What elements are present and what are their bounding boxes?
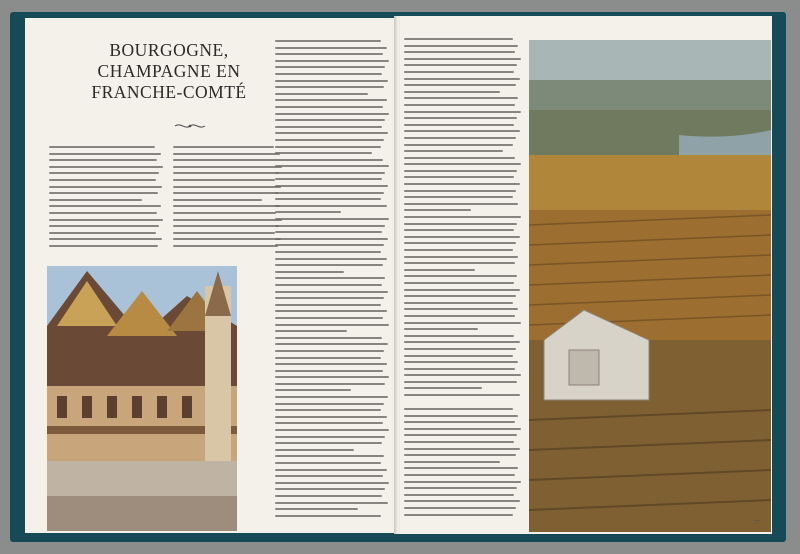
text-line xyxy=(275,304,381,306)
text-line xyxy=(275,211,341,213)
text-line xyxy=(173,212,276,214)
text-line xyxy=(404,170,517,172)
text-line xyxy=(49,225,159,227)
text-line xyxy=(275,251,381,253)
text-line xyxy=(275,337,382,339)
text-column-right-a xyxy=(404,38,522,403)
text-line xyxy=(275,119,385,121)
text-line xyxy=(49,219,163,221)
text-line xyxy=(275,370,383,372)
text-line xyxy=(275,264,383,266)
text-line xyxy=(275,126,382,128)
text-column-left-a xyxy=(49,146,164,258)
text-line xyxy=(49,192,158,194)
text-line xyxy=(275,271,344,273)
text-line xyxy=(275,198,381,200)
text-line xyxy=(404,117,517,119)
text-line xyxy=(173,225,279,227)
text-line xyxy=(275,80,388,82)
text-column-right-b xyxy=(404,408,522,526)
text-line xyxy=(275,350,384,352)
text-line xyxy=(404,183,520,185)
text-line xyxy=(173,199,262,201)
text-line xyxy=(275,40,381,42)
text-line xyxy=(275,146,381,148)
text-line xyxy=(404,467,518,469)
text-line xyxy=(173,205,280,207)
text-line xyxy=(173,192,278,194)
text-line xyxy=(275,185,388,187)
text-line xyxy=(49,245,158,247)
text-line xyxy=(404,275,517,277)
text-line xyxy=(173,179,275,181)
text-line xyxy=(275,106,383,108)
text-line xyxy=(173,172,279,174)
text-line xyxy=(49,153,161,155)
text-line xyxy=(404,229,514,231)
text-line xyxy=(173,186,281,188)
text-line xyxy=(49,179,156,181)
text-line xyxy=(404,190,516,192)
text-line xyxy=(404,408,513,410)
text-line xyxy=(275,192,384,194)
text-line xyxy=(275,469,387,471)
text-line xyxy=(275,409,381,411)
text-line xyxy=(404,361,518,363)
text-line xyxy=(275,416,387,418)
text-line xyxy=(404,428,521,430)
text-line xyxy=(404,242,516,244)
text-line xyxy=(275,159,383,161)
text-line xyxy=(404,78,520,80)
text-line xyxy=(404,394,520,396)
text-line xyxy=(404,295,516,297)
text-line xyxy=(275,225,385,227)
text-line xyxy=(275,357,381,359)
text-line xyxy=(275,291,388,293)
text-line xyxy=(49,172,159,174)
page-number: 77 xyxy=(754,520,760,526)
text-line xyxy=(275,284,382,286)
text-line xyxy=(275,383,385,385)
text-line xyxy=(404,137,516,139)
text-line xyxy=(49,205,161,207)
text-line xyxy=(275,178,382,180)
text-line xyxy=(404,289,520,291)
text-line xyxy=(404,474,515,476)
text-line xyxy=(275,132,388,134)
text-line xyxy=(404,58,521,60)
text-line xyxy=(275,317,383,319)
text-line xyxy=(404,157,515,159)
text-line xyxy=(275,205,387,207)
text-line xyxy=(173,232,275,234)
text-line xyxy=(275,502,388,504)
text-line xyxy=(404,150,503,152)
text-line xyxy=(49,238,162,240)
text-line xyxy=(404,71,514,73)
text-line xyxy=(49,166,163,168)
text-line xyxy=(404,441,514,443)
title-line-1: BOURGOGNE, xyxy=(109,40,229,60)
text-line xyxy=(404,322,521,324)
text-line xyxy=(275,139,384,141)
text-line xyxy=(404,269,475,271)
text-line xyxy=(275,482,389,484)
text-line xyxy=(404,45,518,47)
text-line xyxy=(404,249,513,251)
text-line xyxy=(275,376,389,378)
text-line xyxy=(173,153,280,155)
text-line xyxy=(275,455,384,457)
text-line xyxy=(404,328,478,330)
text-line xyxy=(404,341,520,343)
text-line xyxy=(275,436,385,438)
text-line xyxy=(404,454,516,456)
text-line xyxy=(404,64,517,66)
text-line xyxy=(49,159,157,161)
text-line xyxy=(275,244,384,246)
text-line xyxy=(275,396,388,398)
text-line xyxy=(404,421,515,423)
text-line xyxy=(404,308,518,310)
text-line xyxy=(275,403,384,405)
text-line xyxy=(404,216,521,218)
text-line xyxy=(404,262,515,264)
text-line xyxy=(404,335,514,337)
text-line xyxy=(49,232,156,234)
text-line xyxy=(404,97,518,99)
text-line xyxy=(49,199,142,201)
text-line xyxy=(404,514,513,516)
text-line xyxy=(275,475,383,477)
text-line xyxy=(404,256,518,258)
text-line xyxy=(404,111,521,113)
text-line xyxy=(404,176,514,178)
text-line xyxy=(275,462,381,464)
text-line xyxy=(404,448,520,450)
text-line xyxy=(404,236,520,238)
text-line xyxy=(404,374,521,376)
text-line xyxy=(404,481,521,483)
text-line xyxy=(404,315,515,317)
text-line xyxy=(404,415,518,417)
hospices-de-beaune-photo xyxy=(47,266,237,531)
text-line xyxy=(275,152,372,154)
text-column-left-c xyxy=(275,40,390,525)
text-line xyxy=(404,196,513,198)
text-line xyxy=(49,146,155,148)
text-line xyxy=(275,172,385,174)
text-line xyxy=(275,508,358,510)
vineyard-landscape-photo xyxy=(529,40,771,532)
right-page xyxy=(400,16,772,534)
text-line xyxy=(275,442,382,444)
text-line xyxy=(404,494,514,496)
text-line xyxy=(404,130,520,132)
text-line xyxy=(404,163,521,165)
text-line xyxy=(275,343,388,345)
text-line xyxy=(275,218,389,220)
text-line xyxy=(404,282,514,284)
text-line xyxy=(275,297,384,299)
text-line xyxy=(404,387,482,389)
text-line xyxy=(404,355,513,357)
text-line xyxy=(173,238,281,240)
text-line xyxy=(173,166,282,168)
text-line xyxy=(404,223,517,225)
text-line xyxy=(275,238,388,240)
text-line xyxy=(275,99,387,101)
text-line xyxy=(404,461,500,463)
text-line xyxy=(275,231,382,233)
text-line xyxy=(404,209,471,211)
text-line xyxy=(275,93,368,95)
text-line xyxy=(275,449,354,451)
text-line xyxy=(173,219,282,221)
text-line xyxy=(275,60,389,62)
text-line xyxy=(404,302,513,304)
title-line-3: FRANCHE-COMTÉ xyxy=(91,82,247,102)
text-line xyxy=(404,144,513,146)
chapter-title xyxy=(83,40,255,103)
text-line xyxy=(275,488,385,490)
text-line xyxy=(49,186,162,188)
text-line xyxy=(404,434,517,436)
text-line xyxy=(275,73,382,75)
text-line xyxy=(173,245,278,247)
text-line xyxy=(173,159,276,161)
text-line xyxy=(404,84,516,86)
left-page xyxy=(25,18,397,533)
text-line xyxy=(404,104,515,106)
text-line xyxy=(275,86,384,88)
text-line xyxy=(275,363,387,365)
text-line xyxy=(275,47,387,49)
text-line xyxy=(404,507,516,509)
text-line xyxy=(275,66,385,68)
text-line xyxy=(275,277,385,279)
text-line xyxy=(275,515,381,517)
text-line xyxy=(404,124,514,126)
text-line xyxy=(173,146,274,148)
text-line xyxy=(275,495,382,497)
text-line xyxy=(275,258,387,260)
text-line xyxy=(275,310,387,312)
text-line xyxy=(404,203,518,205)
text-line xyxy=(275,389,351,391)
text-line xyxy=(404,91,500,93)
title-line-2: CHAMPAGNE EN xyxy=(97,61,241,81)
text-line xyxy=(404,381,517,383)
ornament-flourish-icon xyxy=(173,122,207,130)
text-line xyxy=(275,53,383,55)
text-line xyxy=(404,487,517,489)
text-line xyxy=(49,212,157,214)
text-line xyxy=(275,165,389,167)
text-column-left-b xyxy=(173,146,283,258)
text-line xyxy=(404,38,513,40)
text-line xyxy=(275,422,383,424)
text-line xyxy=(275,429,389,431)
text-line xyxy=(275,113,389,115)
text-line xyxy=(404,51,515,53)
text-line xyxy=(404,348,516,350)
text-line xyxy=(404,368,515,370)
text-line xyxy=(275,330,347,332)
text-line xyxy=(404,500,520,502)
text-line xyxy=(275,324,389,326)
